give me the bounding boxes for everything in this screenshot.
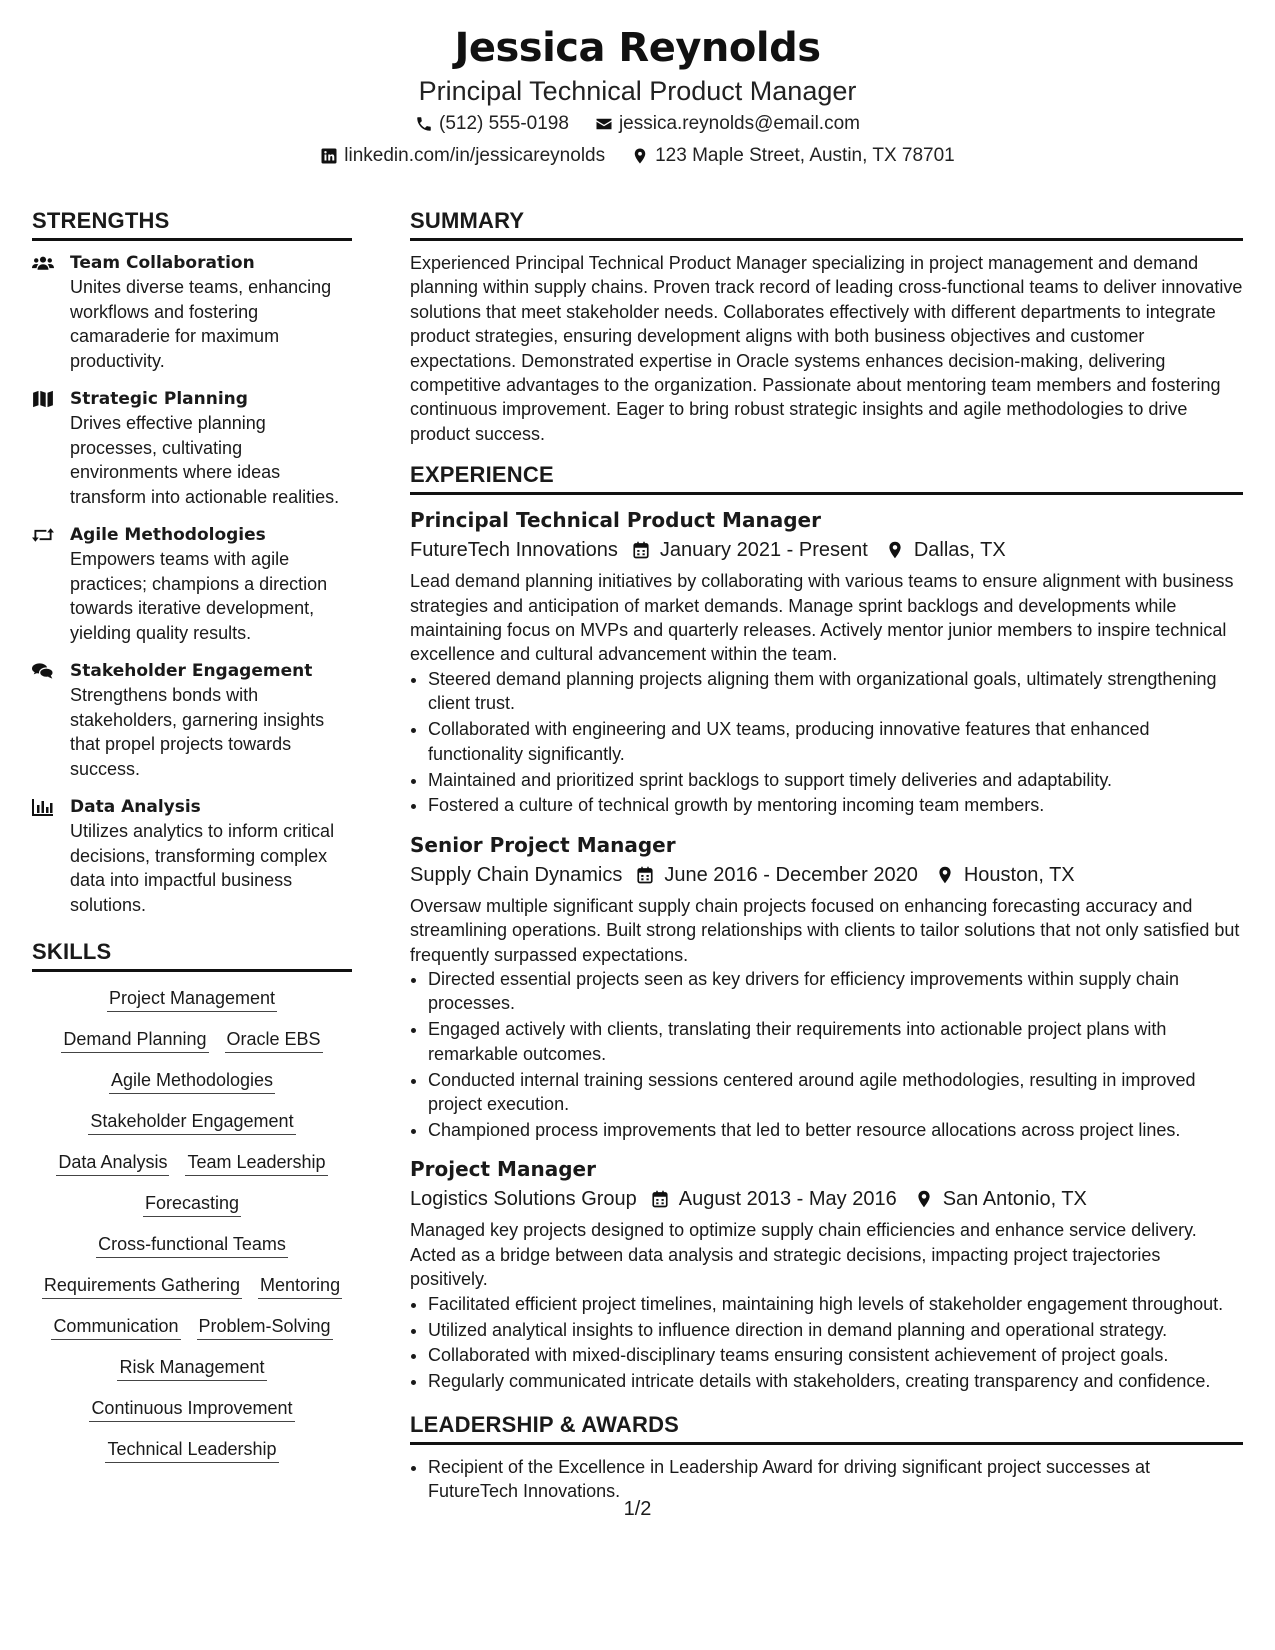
job-bullets xyxy=(410,667,1243,818)
job-dates: June 2016 - December 2020 xyxy=(664,863,918,886)
job-company: Supply Chain Dynamics xyxy=(410,863,623,886)
resume-columns xyxy=(32,206,1243,1505)
contact-row-1 xyxy=(0,108,1275,140)
job-bullet: • Regularly communicated intricate details with stakeholders, creating transparency and confidence. xyxy=(428,1369,1243,1393)
job-bullet: • Collaborated with engineering and UX teams, producing innovative features that enhanced functionality significantly. xyxy=(428,717,1243,766)
linkedin-contact[interactable] xyxy=(320,140,605,172)
comments-icon xyxy=(32,662,54,680)
job-bullet: • Engaged actively with clients, translating their requirements into actionable project plans with remarkable outcomes. xyxy=(428,1017,1243,1066)
page-number: 1/2 xyxy=(623,1498,652,1520)
job-entry xyxy=(410,1154,1243,1393)
job-dates: August 2013 - May 2016 xyxy=(678,1188,897,1211)
skill-tag: Cross-functional Teams xyxy=(96,1232,288,1258)
strength-desc: Unites diverse teams, enhancing workflows and fostering camaraderie for maximum productivity. xyxy=(70,277,332,371)
skill-tag: Demand Planning xyxy=(61,1027,208,1053)
left-column xyxy=(32,206,352,1505)
job-meta xyxy=(410,860,1243,890)
envelope-icon xyxy=(595,115,613,133)
award-item: • Recipient of the Excellence in Leadership Award for driving significant project successes at FutureTech Innovations. xyxy=(428,1455,1243,1504)
job-bullet: • Maintained and prioritized sprint backlogs to support timely deliveries and adaptability. xyxy=(428,768,1243,792)
candidate-title: Principal Technical Product Manager xyxy=(418,76,857,106)
phone-icon xyxy=(415,115,433,133)
job-company: FutureTech Innovations xyxy=(410,539,618,562)
skill-tag: Forecasting xyxy=(143,1191,241,1217)
job-title: Project Manager xyxy=(410,1157,596,1182)
map-marker-icon xyxy=(936,866,954,884)
strength-desc: Empowers teams with agile practices; champions a direction towards iterative development, yielding quality results. xyxy=(70,549,328,643)
phone-text: (512) 555-0198 xyxy=(439,113,569,134)
job-bullet: • Fostered a culture of technical growth by mentoring incoming team members. xyxy=(428,793,1243,817)
calendar-icon xyxy=(651,1190,669,1208)
calendar-icon xyxy=(636,866,654,884)
skill-tag: Problem-Solving xyxy=(197,1314,333,1340)
summary-text: Experienced Principal Technical Product Manager specializing in project management and demand planning within supply chains. Proven track record of leading cross-functional teams to deliver innovative solutions that meet stakeholder needs. Collaborates effectively with different departments to integrate product strategies, ensuring development aligns with both business objectives and customer expectations. Demonstrated expertise in Oracle systems enhances decision-making, delivering competitive advantages to the organization. Passionate about mentoring team members and fostering continuous improvement. Eager to bring robust strategic insights and agile methodologies to drive product success. xyxy=(410,253,1243,444)
job-bullet: • Steered demand planning projects aligning them with organizational goals, ultimately strengthening client trust. xyxy=(428,667,1243,716)
leadership-heading: LEADERSHIP & AWARDS xyxy=(410,1410,1243,1445)
job-company: Logistics Solutions Group xyxy=(410,1188,637,1211)
skills-heading: SKILLS xyxy=(32,937,352,972)
right-column xyxy=(410,206,1243,1505)
strength-item xyxy=(32,251,352,373)
job-location: Dallas, TX xyxy=(913,539,1006,562)
job-bullet: • Conducted internal training sessions centered around agile methodologies, resulting in improved project execution. xyxy=(428,1068,1243,1117)
strength-name: Data Analysis xyxy=(70,797,201,817)
skill-tag: Mentoring xyxy=(258,1273,342,1299)
skill-tag: Stakeholder Engagement xyxy=(88,1109,295,1135)
skill-tag: Data Analysis xyxy=(56,1150,169,1176)
linkedin-icon xyxy=(320,147,338,165)
strength-desc: Drives effective planning processes, cultivating environments where ideas transform into actionable realities. xyxy=(70,413,340,507)
strength-desc: Strengthens bonds with stakeholders, garnering insights that propel projects towards success. xyxy=(70,685,325,779)
skill-tag: Team Leadership xyxy=(185,1150,327,1176)
skill-tag: Agile Methodologies xyxy=(109,1068,275,1094)
skill-tag: Requirements Gathering xyxy=(42,1273,242,1299)
users-icon xyxy=(32,254,54,272)
resume-header xyxy=(0,0,1275,172)
summary-heading: SUMMARY xyxy=(410,206,1243,241)
address-contact xyxy=(631,140,955,172)
job-bullets xyxy=(410,967,1243,1142)
experience-heading: EXPERIENCE xyxy=(410,460,1243,495)
strength-item xyxy=(32,387,352,509)
map-marker-icon xyxy=(915,1190,933,1208)
job-location: Houston, TX xyxy=(963,863,1075,886)
retweet-icon xyxy=(32,526,54,544)
strength-desc: Utilizes analytics to inform critical decisions, transforming complex data into impactful business solutions. xyxy=(70,821,335,915)
skill-tag: Risk Management xyxy=(117,1355,266,1381)
job-bullet: • Collaborated with mixed-disciplinary teams ensuring consistent achievement of project goals. xyxy=(428,1343,1243,1367)
job-entry xyxy=(410,830,1243,1143)
job-title: Principal Technical Product Manager xyxy=(410,508,821,533)
strength-item xyxy=(32,659,352,781)
job-description: Lead demand planning initiatives by collaborating with various teams to ensure alignment with business strategies and anticipation of market demands. Manage sprint backlogs and developments while maintaining focus on MVPs and quarterly releases. Actively mentor junior members to inspire technical excellence and cultural advancement within the team. xyxy=(410,571,1234,665)
job-title: Senior Project Manager xyxy=(410,832,676,857)
job-location: San Antonio, TX xyxy=(942,1188,1087,1211)
job-meta xyxy=(410,535,1243,565)
contact-row-2 xyxy=(0,140,1275,172)
skill-tag: Project Management xyxy=(107,986,277,1012)
strength-name: Agile Methodologies xyxy=(70,525,266,545)
map-marker-icon xyxy=(631,147,649,165)
job-entry xyxy=(410,505,1243,818)
map-marker-icon xyxy=(886,541,904,559)
strength-name: Strategic Planning xyxy=(70,389,248,409)
linkedin-text[interactable]: linkedin.com/in/jessicareynolds xyxy=(344,145,606,166)
phone-contact xyxy=(415,108,569,140)
job-bullet: • Facilitated efficient project timelines, maintaining high levels of stakeholder engagement throughout. xyxy=(428,1292,1243,1316)
leadership-list xyxy=(410,1455,1243,1504)
skill-tag: Technical Leadership xyxy=(105,1437,278,1463)
email-text[interactable]: jessica.reynolds@email.com xyxy=(618,113,860,134)
job-bullet: • Directed essential projects seen as key drivers for efficiency improvements within supply chain processes. xyxy=(428,967,1243,1016)
job-bullets xyxy=(410,1292,1243,1394)
skills-list xyxy=(32,986,352,1463)
strengths-heading: STRENGTHS xyxy=(32,206,352,241)
address-text: 123 Maple Street, Austin, TX 78701 xyxy=(655,145,955,166)
strength-item xyxy=(32,523,352,645)
email-contact[interactable] xyxy=(595,108,860,140)
skill-tag: Continuous Improvement xyxy=(89,1396,294,1422)
job-dates: January 2021 - Present xyxy=(659,539,868,562)
strength-item xyxy=(32,795,352,917)
skill-tag: Oracle EBS xyxy=(225,1027,323,1053)
job-bullet: • Utilized analytical insights to influence direction in demand planning and operational strategy. xyxy=(428,1318,1243,1342)
job-meta xyxy=(410,1184,1243,1214)
candidate-name: Jessica Reynolds xyxy=(454,25,821,71)
strength-name: Team Collaboration xyxy=(70,253,255,273)
strength-name: Stakeholder Engagement xyxy=(70,661,313,681)
calendar-icon xyxy=(632,541,650,559)
job-description: Oversaw multiple significant supply chain projects focused on enhancing forecasting accuracy and streamlining operations. Built strong relationships with clients to tailor solutions that not only satisfied but frequently surpassed expectations. xyxy=(410,895,1240,965)
map-icon xyxy=(32,390,54,408)
job-description: Managed key projects designed to optimize supply chain efficiencies and enhance service delivery. Acted as a bridge between data analysis and strategic decisions, impacting project trajectories positively. xyxy=(410,1220,1197,1290)
job-bullet: • Championed process improvements that led to better resource allocations across project lines. xyxy=(428,1118,1243,1142)
skill-tag: Communication xyxy=(51,1314,180,1340)
chart-bar-icon xyxy=(32,798,54,816)
